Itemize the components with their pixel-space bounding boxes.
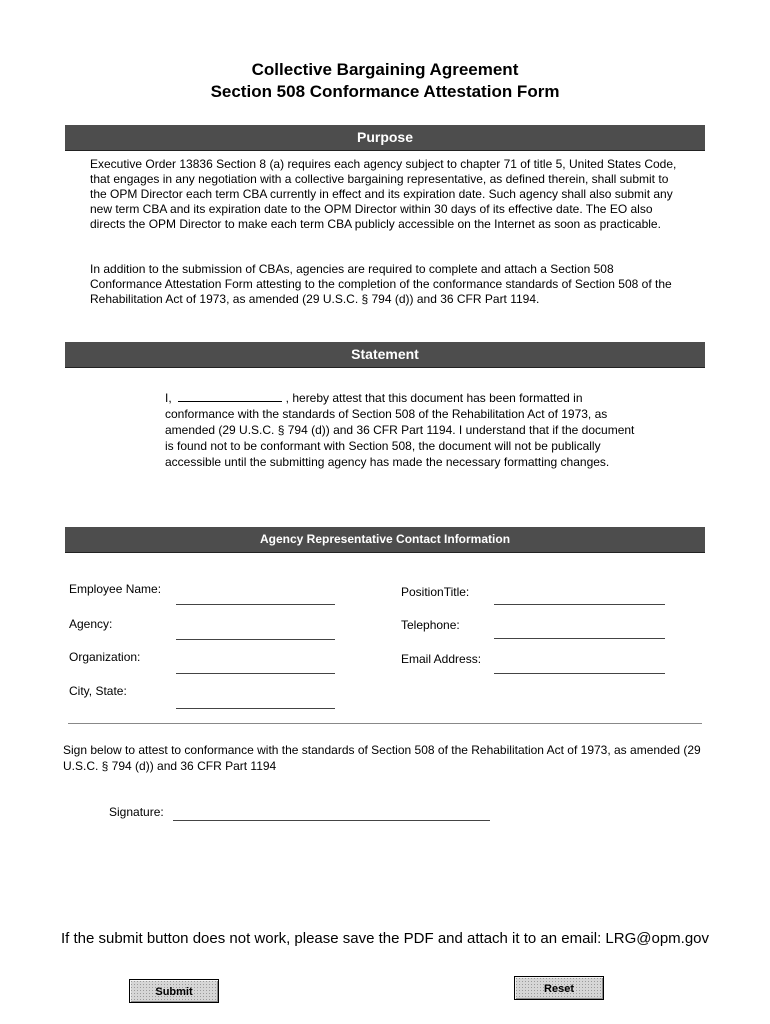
statement-body: , hereby attest that this document has been formatted in conformance with the standards of Section 508 of the Rehabilitation Act of 1973, as amended (29 U.S.C. § 794 (d)) and 36 CFR Part 1194. I understand that if the document is found not to be conformant with Section 508, the document will not be publically accessible until the submitting agency has made the necessary formatting changes.: [165, 391, 635, 469]
signature-instructions: Sign below to attest to conformance with the standards of Section 508 of the Rehabilitation Act of 1973, as amended (29 U.S.C. § 794 (d)) and 36 CFR Part 1194: [63, 743, 701, 773]
submit-button[interactable]: Submit: [129, 979, 219, 1003]
position-title-label: PositionTitle:: [401, 585, 470, 599]
employee-name-label: Employee Name:: [69, 582, 162, 596]
section-divider: [68, 723, 702, 724]
statement-prefix: I,: [165, 391, 172, 405]
position-title-field[interactable]: [494, 604, 665, 605]
employee-name-field[interactable]: [176, 604, 335, 605]
telephone-field[interactable]: [494, 638, 665, 639]
reset-button[interactable]: Reset: [514, 976, 604, 1000]
form-title-line2: Section 508 Conformance Attestation Form: [210, 82, 560, 101]
email-address-label: Email Address:: [401, 652, 482, 666]
organization-field[interactable]: [176, 673, 335, 674]
contact-heading: Agency Representative Contact Information: [65, 527, 705, 552]
city-state-field[interactable]: [176, 708, 335, 709]
purpose-paragraph-2: In addition to the submission of CBAs, agencies are required to complete and attach a Section 508 Conformance Attestation Form attesting to the completion of the conformance standards of Section 508 of the Rehabilitation Act of 1973, as amended (29 U.S.C. § 794 (d)) and 36 CFR Part 1194.: [90, 262, 672, 306]
agency-label: Agency:: [69, 617, 113, 631]
signature-field[interactable]: [173, 820, 490, 821]
statement-text-block: [165, 389, 635, 470]
form-title-line1: Collective Bargaining Agreement: [251, 60, 519, 79]
signature-label: Signature:: [109, 805, 164, 819]
organization-label: Organization:: [69, 650, 141, 664]
email-fallback-note: If the submit button does not work, please save the PDF and attach it to an email: LRG@opm.gov: [60, 930, 710, 947]
purpose-paragraph-1: Executive Order 13836 Section 8 (a) requires each agency subject to chapter 71 of title 5, United States Code, that engages in any negotiation with a collective bargaining representative, as defined therein, shall submit to the OPM Director each term CBA currently in effect and its expiration date. Such agency shall also submit any new term CBA and its expiration date to the OPM Director within 30 days of its effective date. The EO also directs the OPM Director to make each term CBA publicly accessible on the Internet as soon as practicable.: [90, 157, 677, 231]
email-address-field[interactable]: [494, 673, 665, 674]
statement-heading: Statement: [65, 342, 705, 367]
telephone-label: Telephone:: [401, 618, 460, 632]
purpose-heading: Purpose: [65, 125, 705, 150]
city-state-label: City, State:: [69, 684, 127, 698]
agency-field[interactable]: [176, 639, 335, 640]
attester-name-field[interactable]: [178, 389, 282, 402]
